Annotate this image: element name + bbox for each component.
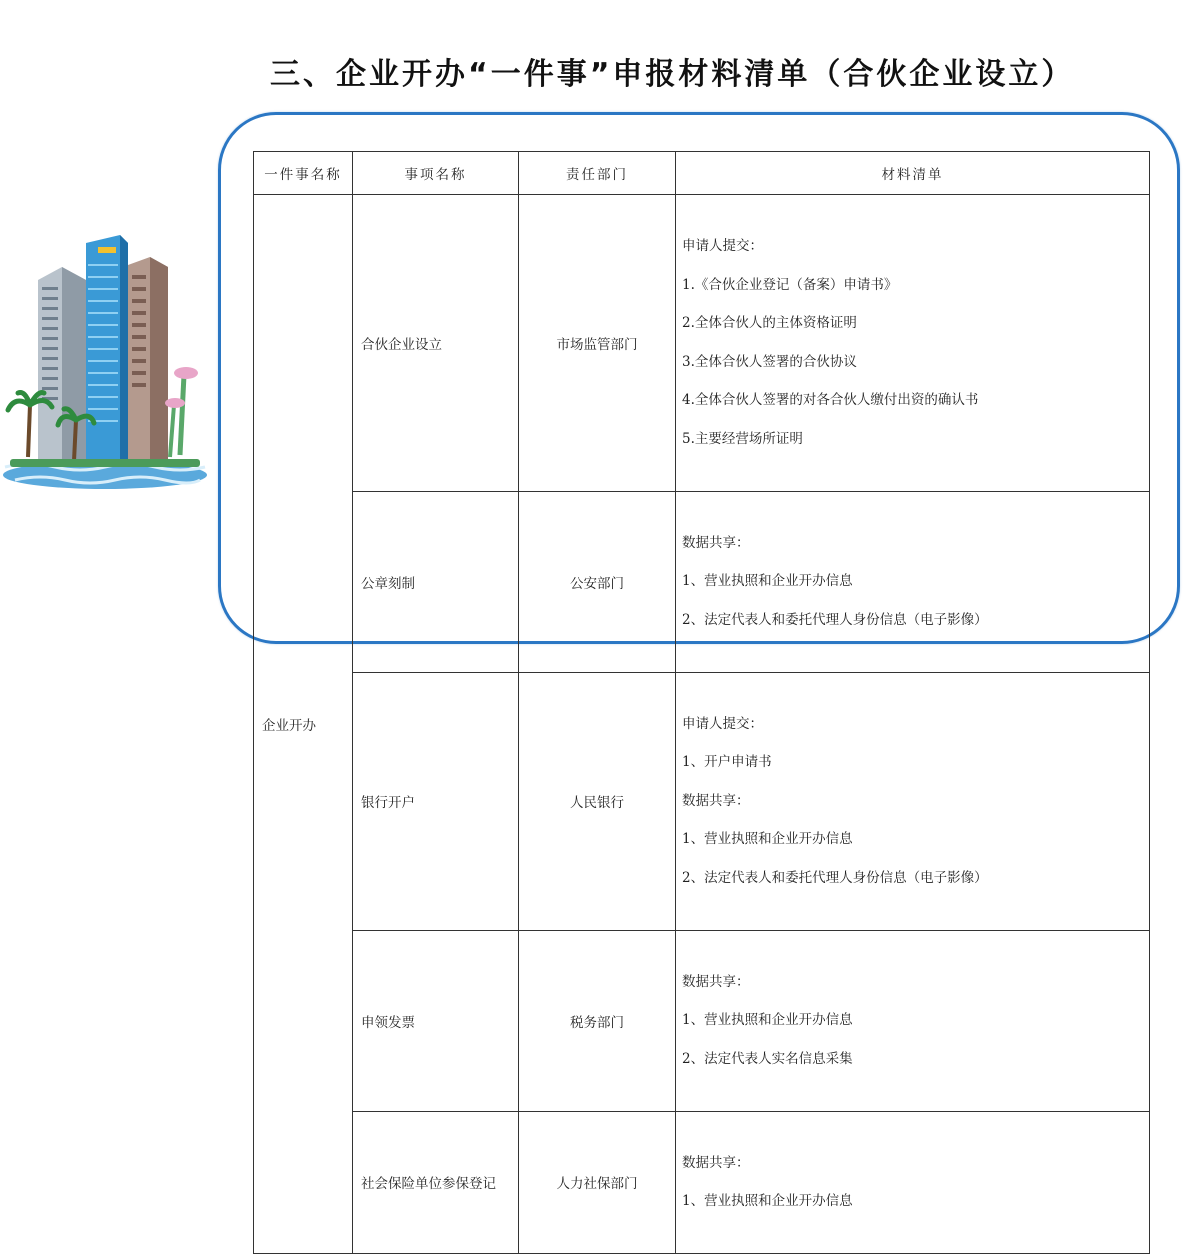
material-line: 1、营业执照和企业开办信息 (682, 1012, 853, 1028)
dept-cell: 市场监管部门 (519, 195, 676, 492)
material-line: 数据共享： (682, 1154, 750, 1171)
table-row (254, 930, 1150, 1111)
material-line: 1、营业执照和企业开办信息 (682, 831, 853, 847)
materials-list (682, 953, 1149, 1088)
material-line: 2.全体合伙人的主体资格证明 (682, 315, 857, 331)
materials-cell (676, 491, 1150, 672)
material-line: 1、开户申请书 (682, 754, 772, 770)
material-line: 5.主要经营场所证明 (682, 430, 803, 447)
group-name-cell: 企业开办 (254, 195, 353, 1254)
item-cell: 公章刻制 (353, 491, 519, 672)
table-row (254, 672, 1150, 930)
materials-list (682, 695, 1149, 907)
dept-cell: 税务部门 (519, 930, 676, 1111)
table-row (254, 195, 1150, 492)
material-line: 申请人提交： (682, 238, 763, 254)
materials-list (682, 514, 1149, 649)
header-materials: 材料清单 (676, 152, 1150, 195)
materials-list (682, 1134, 1149, 1231)
table-row (254, 1111, 1150, 1254)
header-department: 责任部门 (519, 152, 676, 195)
page-title: 三、企业开办“一件事”申报材料清单（合伙企业设立） (270, 57, 1075, 92)
materials-table (253, 151, 1150, 1254)
city-buildings-illustration (0, 225, 215, 505)
material-line: 2、法定代表人和委托代理人身份信息（电子影像） (682, 869, 988, 886)
item-cell: 申领发票 (353, 930, 519, 1111)
item-cell: 合伙企业设立 (353, 195, 519, 492)
materials-cell (676, 672, 1150, 930)
material-line: 2、法定代表人和委托代理人身份信息（电子影像） (682, 611, 988, 628)
tree-decoration (165, 367, 198, 457)
material-line: 1.《合伙企业登记（备案）申请书》 (682, 276, 898, 293)
material-line: 数据共享： (682, 973, 750, 990)
material-line: 3.全体合伙人签署的合伙协议 (682, 353, 857, 370)
dept-cell: 人力社保部门 (519, 1111, 676, 1254)
materials-list (682, 218, 1149, 469)
material-line: 2、法定代表人实名信息采集 (682, 1050, 853, 1067)
material-line: 数据共享： (682, 534, 750, 551)
materials-cell (676, 195, 1150, 492)
materials-cell (676, 930, 1150, 1111)
header-item-name: 事项名称 (353, 152, 519, 195)
material-line: 4.全体合伙人签署的对各合伙人缴付出资的确认书 (682, 392, 979, 408)
material-line: 数据共享： (682, 792, 750, 809)
dept-cell: 公安部门 (519, 491, 676, 672)
item-cell: 社会保险单位参保登记 (353, 1111, 519, 1254)
material-line: 1、营业执照和企业开办信息 (682, 573, 853, 589)
header-matter-name: 一件事名称 (254, 152, 353, 195)
material-line: 申请人提交： (682, 715, 763, 732)
item-cell: 银行开户 (353, 672, 519, 930)
dept-cell: 人民银行 (519, 672, 676, 930)
material-line: 1、营业执照和企业开办信息 (682, 1193, 853, 1209)
table-row (254, 491, 1150, 672)
table-header-row (254, 152, 1150, 195)
materials-cell (676, 1111, 1150, 1254)
